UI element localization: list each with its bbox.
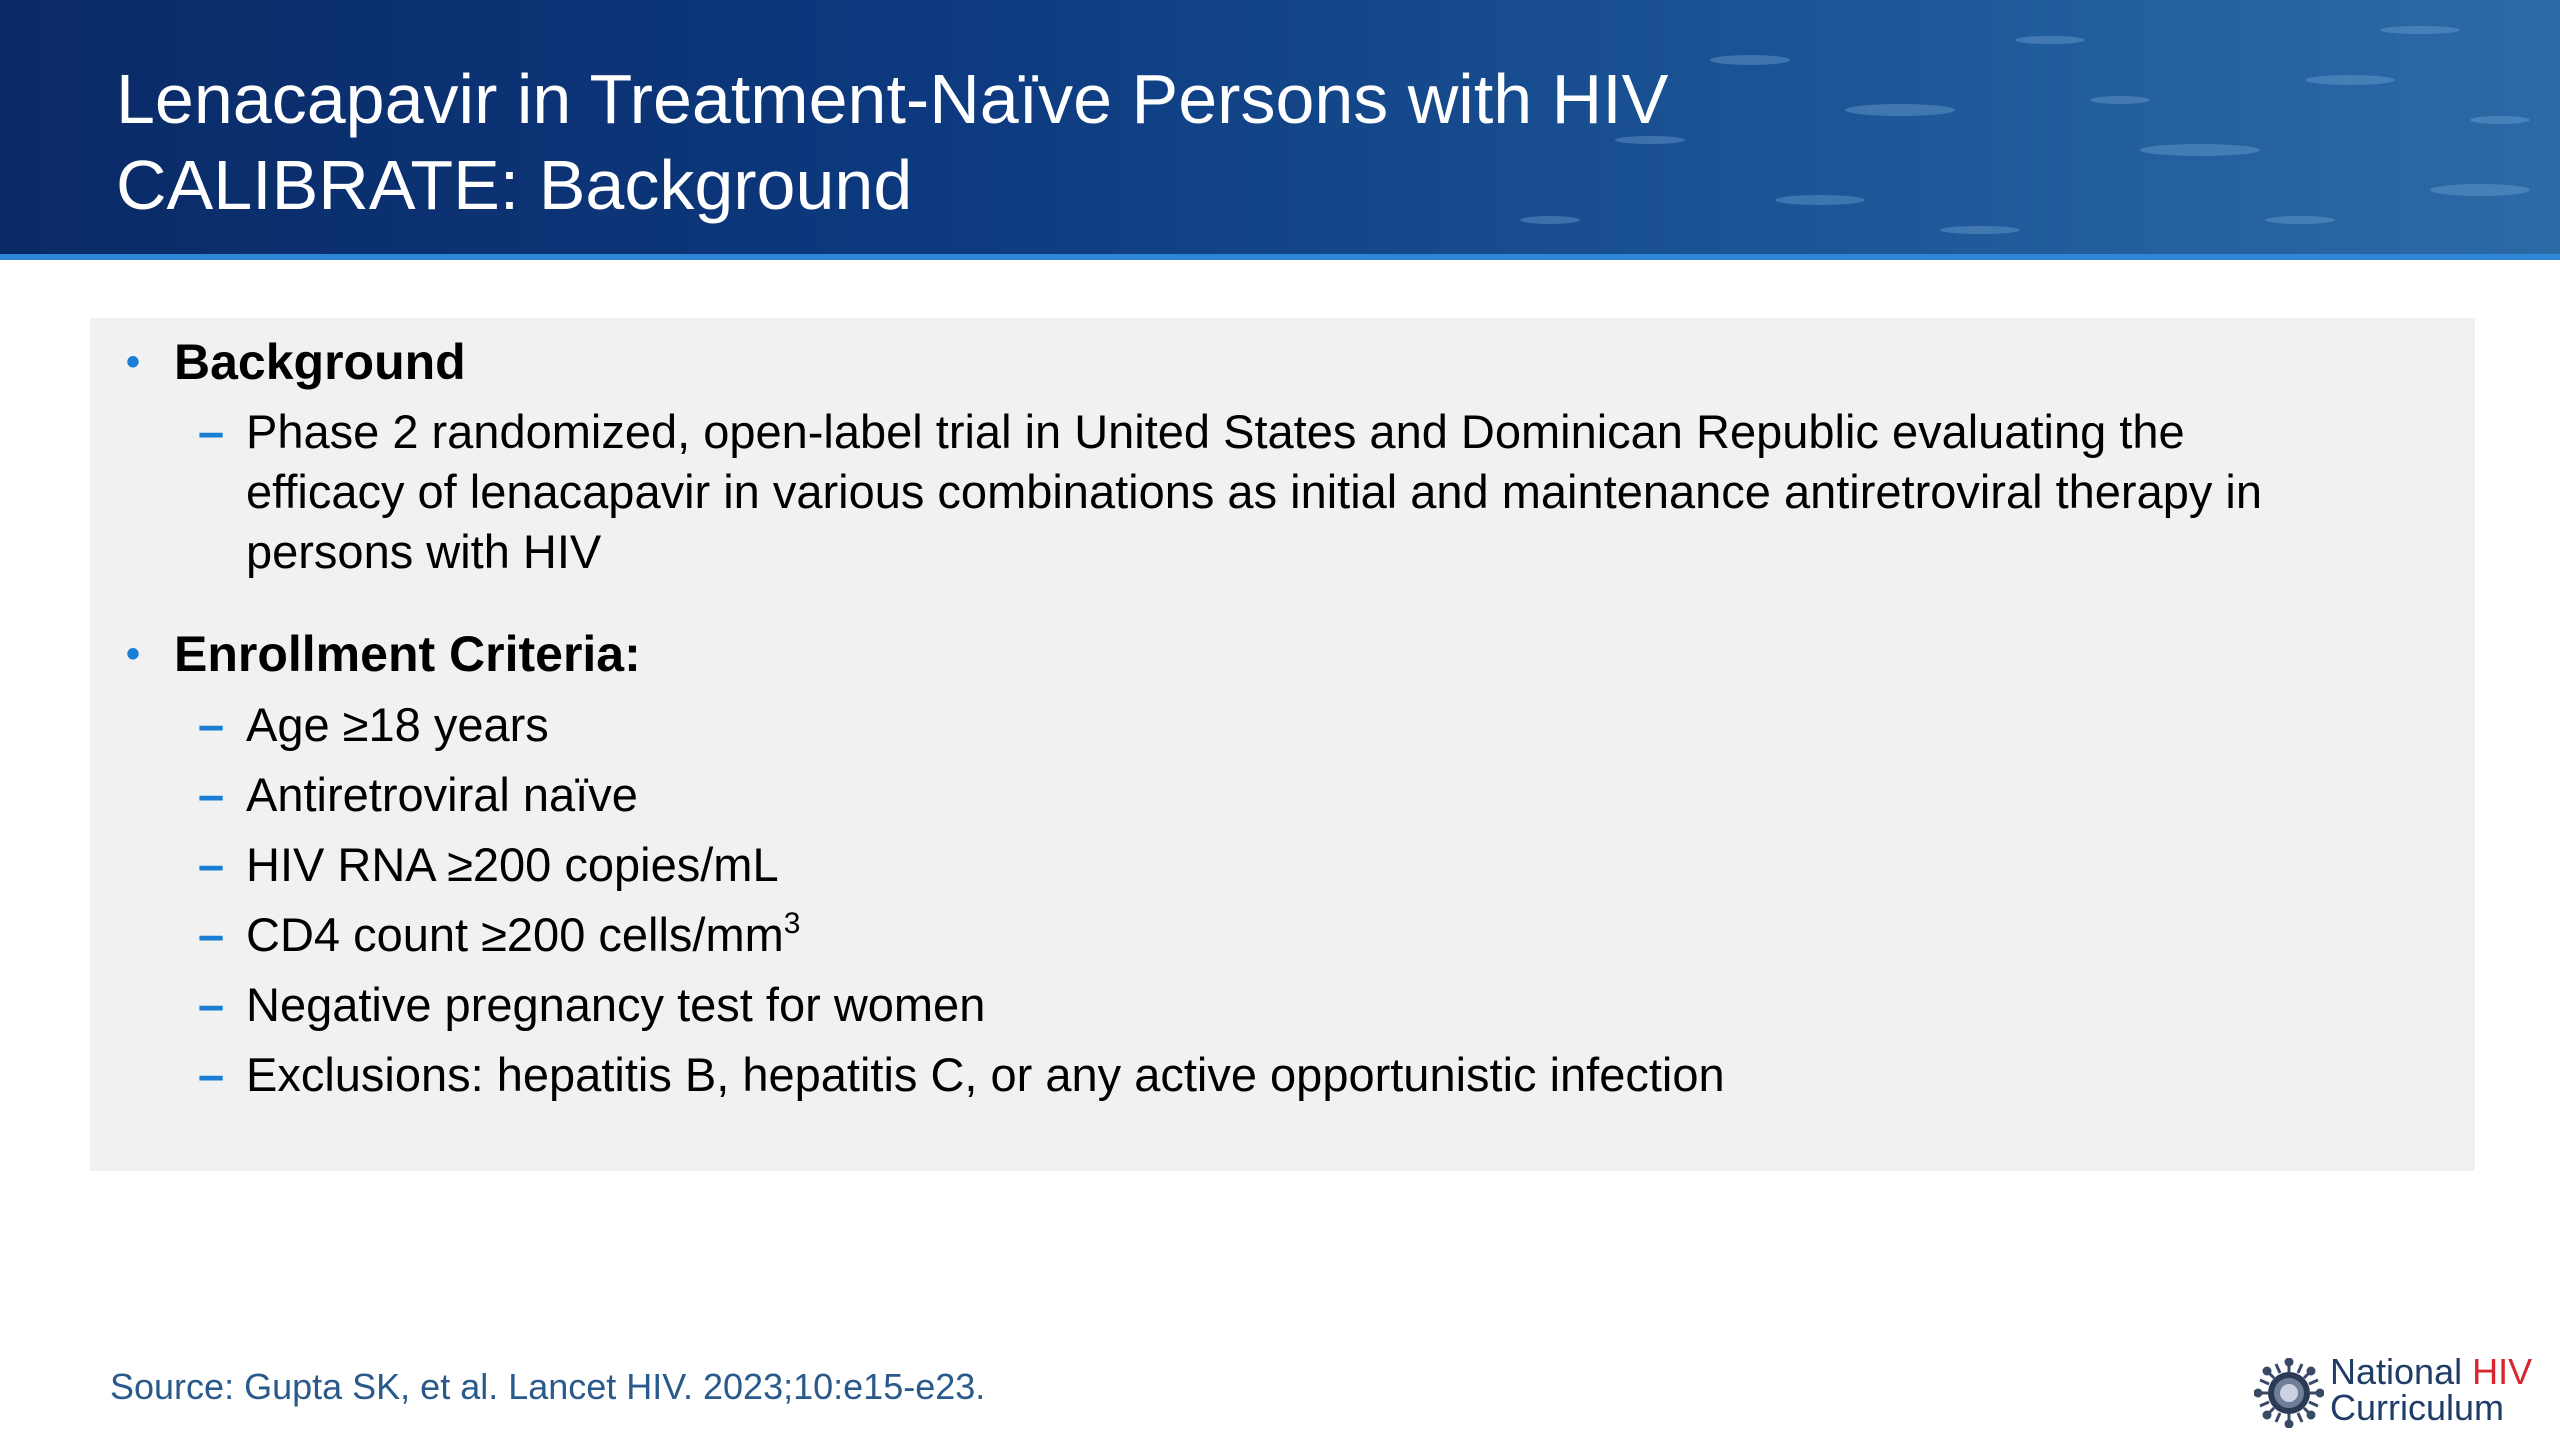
sub-item-text: Negative pregnancy test for women <box>246 978 986 1031</box>
sub-item-text: persons with HIV <box>246 525 602 578</box>
source-citation: Source: Gupta SK, et al. Lancet HIV. 2023;10:e15-e23. <box>110 1366 986 1407</box>
sub-item-text: Exclusions: hepatitis B, hepatitis C, or any active opportunistic infection <box>246 1048 1725 1101</box>
sub-item-text <box>246 905 800 965</box>
virus-icon <box>2254 1358 2324 1428</box>
logo-wordmark <box>2330 1351 2533 1428</box>
dash-marker: – <box>198 405 225 458</box>
logo-national: National <box>2330 1351 2473 1392</box>
sub-item-text: Age ≥18 years <box>246 698 549 751</box>
bullet-marker: • <box>126 632 141 676</box>
bullet-label: Enrollment Criteria: <box>174 626 641 682</box>
logo-curriculum: Curriculum <box>2330 1387 2505 1428</box>
bullet-label: Background <box>174 334 466 390</box>
sub-item-text: efficacy of lenacapavir in various combinations as initial and maintenance antiretroviral therapy in <box>246 465 2262 518</box>
cd4-superscript: 3 <box>783 907 801 940</box>
dash-marker: – <box>198 978 225 1031</box>
title-line-2: CALIBRATE: Background <box>116 146 913 224</box>
sub-item-text: Antiretroviral naïve <box>246 768 638 821</box>
cd4-text: CD4 count ≥200 cells/mm <box>246 908 784 961</box>
dash-marker: – <box>198 698 225 751</box>
dash-marker: – <box>198 768 225 821</box>
dash-marker: – <box>198 1048 225 1101</box>
header-divider <box>0 254 2560 260</box>
title-banner <box>0 0 2560 254</box>
sub-item-text: HIV RNA ≥200 copies/mL <box>246 838 779 891</box>
national-hiv-curriculum-logo <box>2254 1352 2544 1430</box>
bullet-marker: • <box>126 340 141 384</box>
title-line-1: Lenacapavir in Treatment-Naïve Persons with HIV <box>116 60 1669 138</box>
dash-marker: – <box>198 908 225 961</box>
slide-title <box>116 56 1668 228</box>
logo-hiv: HIV <box>2472 1351 2533 1392</box>
sub-item-text: Phase 2 randomized, open-label trial in United States and Dominican Republic evaluating the <box>246 405 2185 458</box>
dash-marker: – <box>198 838 225 891</box>
